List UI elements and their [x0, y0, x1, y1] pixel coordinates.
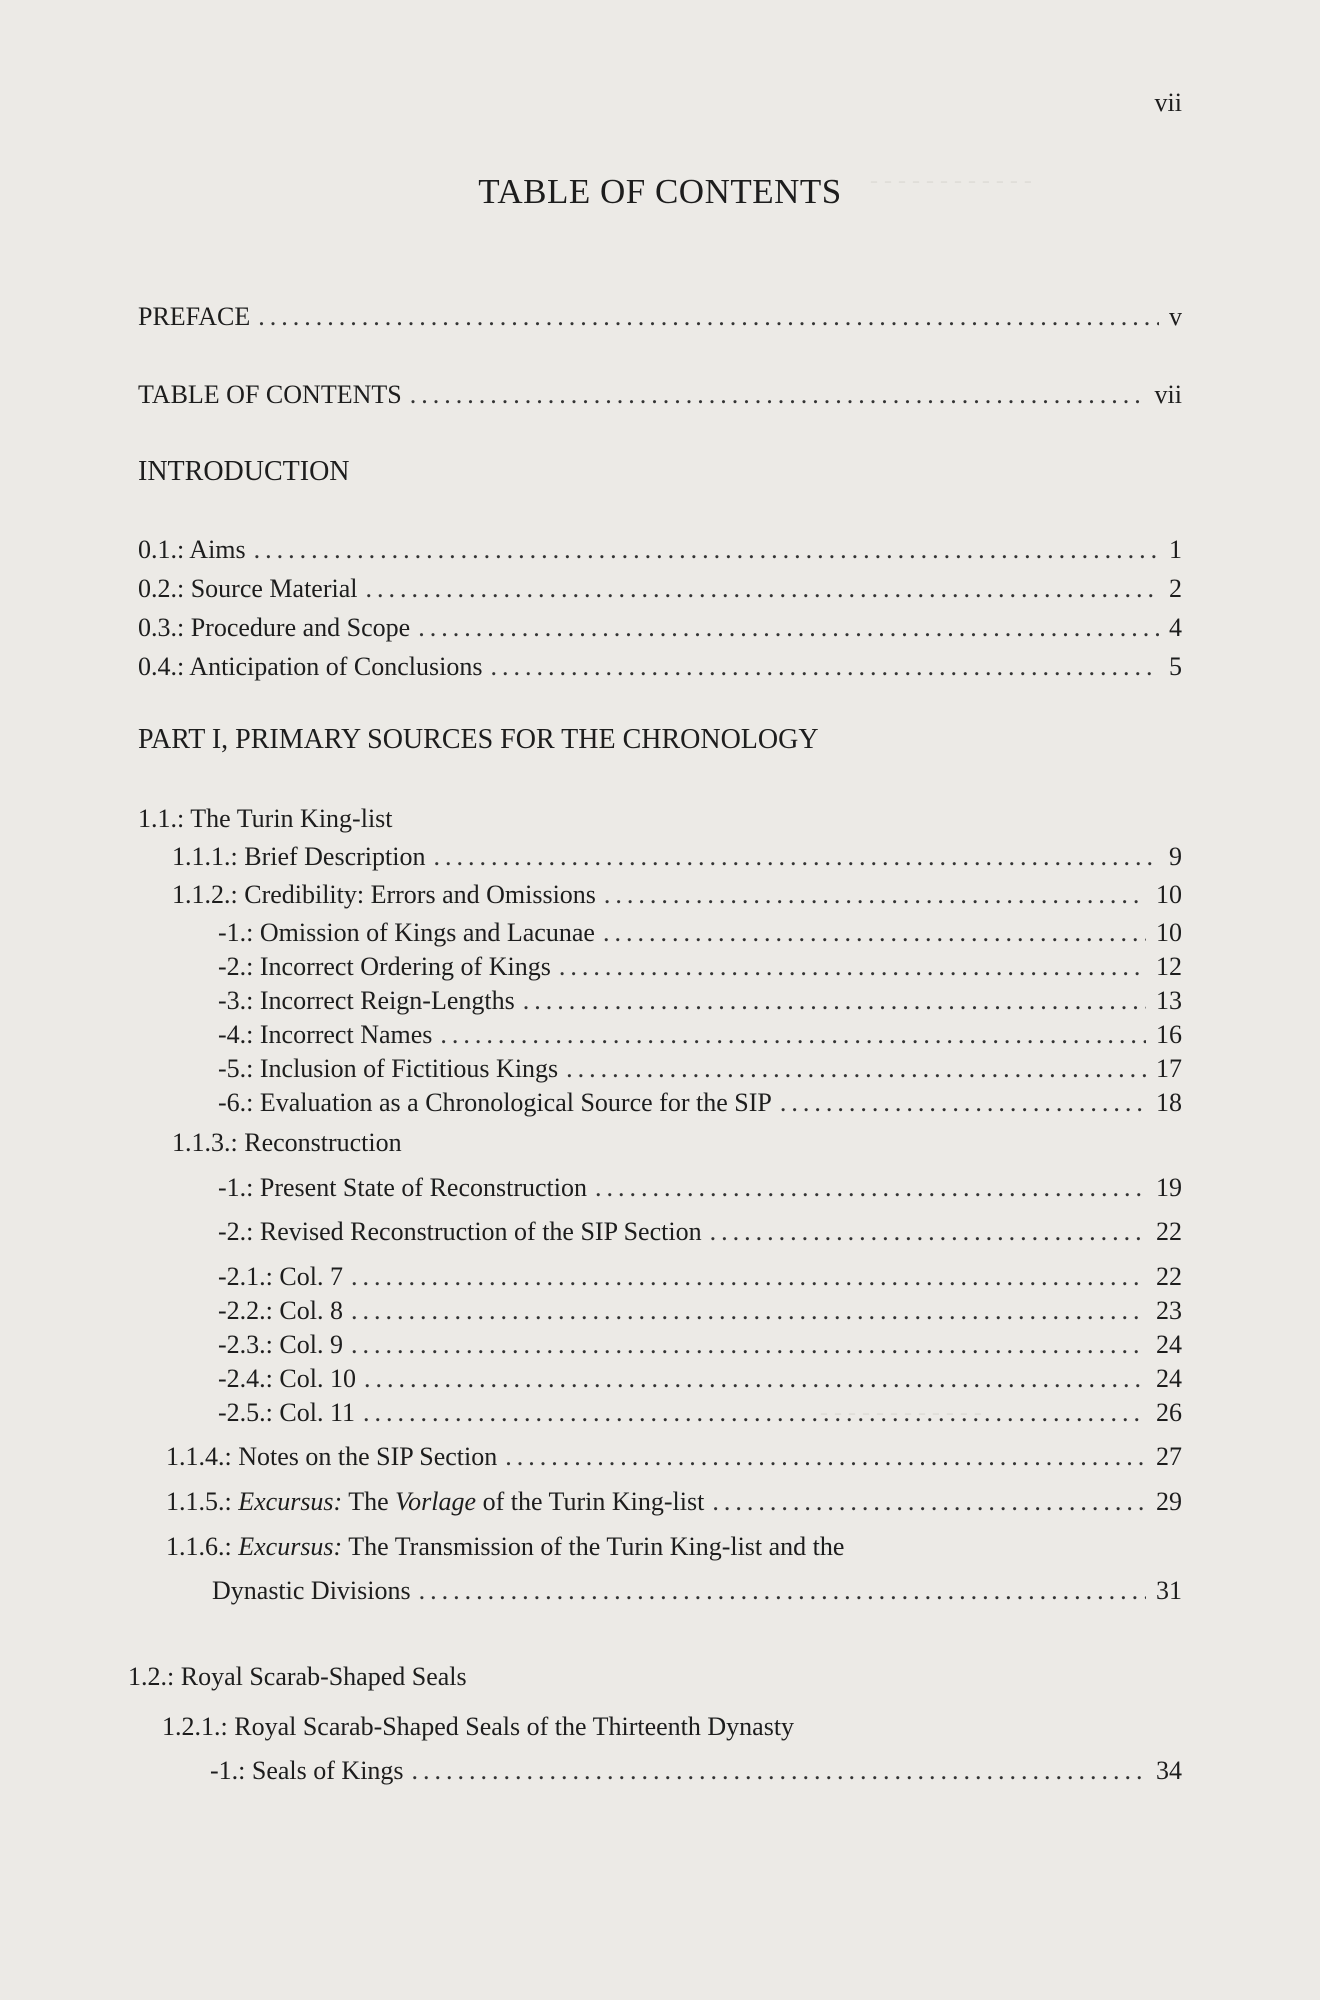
entry-label: -3.: Incorrect Reign-Lengths: [218, 986, 515, 1015]
entry-text: The: [342, 1487, 396, 1516]
dot-leader: [505, 1442, 1146, 1472]
dot-leader: [566, 1054, 1146, 1084]
entry-label: 1.1.4.: Notes on the SIP Section: [166, 1442, 498, 1471]
dot-leader: [363, 1398, 1146, 1428]
entry-page: 22: [1156, 1262, 1182, 1291]
dot-leader: [523, 986, 1146, 1016]
toc-entry[interactable]: [210, 1756, 1182, 1786]
entry-label: -1.: Seals of Kings: [210, 1756, 404, 1785]
entry-page: 24: [1156, 1330, 1182, 1359]
vorlage-term: Vorlage: [395, 1487, 477, 1516]
subsection-heading-turin-king-list: 1.1.: The Turin King-list: [138, 804, 393, 833]
entry-page: v: [1169, 302, 1182, 331]
toc-entry[interactable]: [218, 1330, 1182, 1360]
entry-label: -1.: Present State of Reconstruction: [218, 1173, 587, 1202]
toc-entry[interactable]: [218, 1173, 1182, 1203]
toc-entry[interactable]: [218, 1296, 1182, 1326]
subsection-heading-reconstruction: 1.1.3.: Reconstruction: [172, 1128, 402, 1157]
toc-entry[interactable]: [218, 1088, 1182, 1118]
page-title: TABLE OF CONTENTS: [478, 172, 842, 211]
toc-entry[interactable]: [138, 574, 1182, 604]
toc-entry[interactable]: [172, 842, 1182, 872]
toc-entry-table-of-contents[interactable]: [138, 380, 1182, 410]
entry-page: 17: [1156, 1054, 1182, 1083]
dot-leader: [366, 574, 1160, 604]
dot-leader: [595, 1173, 1146, 1203]
toc-entry[interactable]: [138, 652, 1182, 682]
entry-label: 0.1.: Aims: [138, 535, 246, 564]
dot-leader: [418, 613, 1159, 643]
dot-leader: [258, 302, 1159, 332]
dot-leader: [412, 1756, 1146, 1786]
entry-label: -2.: Revised Reconstruction of the SIP Section: [218, 1217, 702, 1246]
subsection-heading-thirteenth-dynasty-seals: 1.2.1.: Royal Scarab-Shaped Seals of the Thirteenth Dynasty: [162, 1712, 795, 1741]
dot-leader: [559, 952, 1146, 982]
toc-entry[interactable]: [218, 1364, 1182, 1394]
entry-page: 4: [1169, 613, 1182, 642]
entry-page: 18: [1156, 1088, 1182, 1117]
dot-leader: [491, 652, 1160, 682]
entry-label: -2.2.: Col. 8: [218, 1296, 343, 1325]
toc-entry[interactable]: [172, 880, 1182, 910]
toc-entry[interactable]: [218, 1398, 1182, 1428]
section-heading-introduction: INTRODUCTION: [138, 456, 350, 487]
toc-entry[interactable]: [218, 1020, 1182, 1050]
dot-leader: [440, 1020, 1146, 1050]
toc-entry[interactable]: [218, 1054, 1182, 1084]
entry-label: 0.3.: Procedure and Scope: [138, 613, 411, 642]
entry-page: 13: [1156, 986, 1182, 1015]
entry-page: 10: [1156, 918, 1182, 947]
entry-page: 9: [1169, 842, 1182, 871]
toc-entry[interactable]: [166, 1442, 1182, 1472]
toc-entry[interactable]: [218, 918, 1182, 948]
page-number: vii: [1154, 88, 1182, 117]
bleed-through: - - - - - - - - - - - - - - - - - - - - - - - -: [820, 168, 1032, 1426]
dot-leader: [603, 918, 1146, 948]
entry-page: 29: [1156, 1487, 1182, 1516]
entry-label: -6.: Evaluation as a Chronological Source for the SIP: [218, 1088, 772, 1117]
entry-label: 0.2.: Source Material: [138, 574, 358, 603]
entry-label: [166, 1487, 704, 1517]
toc-entry-excursus-transmission-line1[interactable]: [166, 1532, 844, 1562]
subsection-heading-royal-scarab-seals: 1.2.: Royal Scarab-Shaped Seals: [128, 1662, 467, 1691]
dot-leader: [351, 1262, 1146, 1292]
entry-page: 1: [1169, 535, 1182, 564]
dot-leader: [364, 1364, 1146, 1394]
entry-page: 26: [1156, 1398, 1182, 1427]
excursus-label: Excursus:: [238, 1532, 343, 1561]
entry-label: Dynastic Divisions: [212, 1576, 411, 1605]
dot-leader: [351, 1296, 1146, 1326]
entry-page: 27: [1156, 1442, 1182, 1471]
entry-page: 2: [1169, 574, 1182, 603]
toc-entry-excursus-vorlage[interactable]: [166, 1487, 1182, 1517]
toc-entry[interactable]: [218, 1262, 1182, 1292]
entry-page: vii: [1154, 380, 1182, 409]
entry-label: -5.: Inclusion of Fictitious Kings: [218, 1054, 559, 1083]
entry-label: 1.1.1.: Brief Description: [172, 842, 426, 871]
toc-entry[interactable]: [218, 952, 1182, 982]
entry-page: 16: [1156, 1020, 1182, 1049]
dot-leader: [410, 380, 1145, 410]
dot-leader: [419, 1576, 1146, 1606]
toc-entry[interactable]: [138, 613, 1182, 643]
entry-label: TABLE OF CONTENTS: [138, 380, 402, 409]
dot-leader: [712, 1487, 1146, 1517]
entry-page: 5: [1169, 652, 1182, 681]
toc-entry[interactable]: [218, 986, 1182, 1016]
entry-page: 19: [1156, 1173, 1182, 1202]
section-heading-part-1: PART I, PRIMARY SOURCES FOR THE CHRONOLOGY: [138, 724, 819, 755]
excursus-label: Excursus:: [238, 1487, 343, 1516]
entry-label: 1.1.2.: Credibility: Errors and Omissions: [172, 880, 596, 909]
entry-label: -2.1.: Col. 7: [218, 1262, 343, 1291]
entry-number: 1.1.5.:: [166, 1487, 239, 1516]
toc-entry[interactable]: [138, 535, 1182, 565]
entry-label: 0.4.: Anticipation of Conclusions: [138, 652, 483, 681]
dot-leader: [433, 842, 1159, 872]
toc-entry[interactable]: [218, 1217, 1182, 1247]
entry-label: -2.4.: Col. 10: [218, 1364, 356, 1393]
entry-label: -1.: Omission of Kings and Lacunae: [218, 918, 595, 947]
entry-page: 12: [1156, 952, 1182, 981]
dot-leader: [254, 535, 1159, 565]
entry-page: 10: [1156, 880, 1182, 909]
entry-page: 31: [1156, 1576, 1182, 1605]
entry-text: of the Turin King-list: [476, 1487, 705, 1516]
entry-label: PREFACE: [138, 302, 251, 331]
entry-label: -4.: Incorrect Names: [218, 1020, 433, 1049]
entry-label: -2.3.: Col. 9: [218, 1330, 343, 1359]
entry-page: 23: [1156, 1296, 1182, 1325]
dot-leader: [780, 1088, 1146, 1118]
entry-label: -2.5.: Col. 11: [218, 1398, 355, 1427]
dot-leader: [710, 1217, 1146, 1247]
entry-label: -2.: Incorrect Ordering of Kings: [218, 952, 551, 981]
entry-page: 22: [1156, 1217, 1182, 1246]
entry-page: 34: [1156, 1756, 1182, 1785]
toc-entry-preface[interactable]: [138, 302, 1182, 332]
entry-page: 24: [1156, 1364, 1182, 1393]
entry-number: 1.1.6.:: [166, 1532, 239, 1561]
dot-leader: [604, 880, 1146, 910]
entry-text: The Transmission of the Turin King-list and the: [342, 1532, 845, 1561]
dot-leader: [351, 1330, 1146, 1360]
toc-entry-excursus-transmission-line2[interactable]: [212, 1576, 1182, 1606]
